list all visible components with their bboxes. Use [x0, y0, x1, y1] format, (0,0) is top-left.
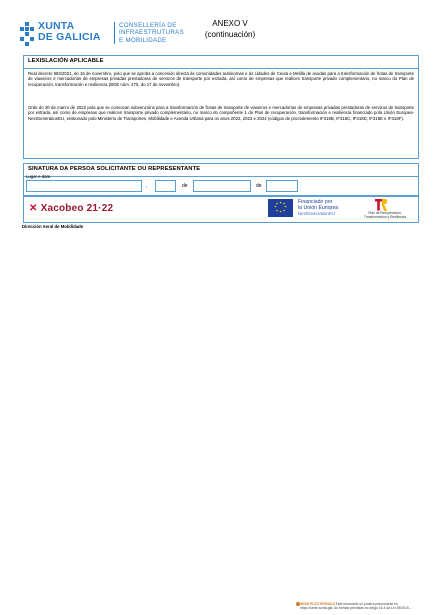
footer-note-text: Este formulario só poderá presentarse en https://sede.xunta.gal. As formas previstas no artigo 16.4 da Lei 39/2015...: [300, 602, 412, 611]
xunta-logo-text: [38, 21, 110, 43]
logo-line1: XUNTA: [38, 20, 75, 32]
dept-line2: INFRAESTRUTURAS: [119, 29, 185, 37]
logo-line2: DE GALICIA: [38, 31, 101, 43]
xacobeo-text: Xacobeo 21·22: [40, 203, 114, 214]
legislation-paragraph-1: Real decreto 983/2021, do 16 de novembro, polo que se aproba a concesión directa ás comunidades autónomas e ás cidades de Ceuta e Melilla de axudas para a transformación de frotas de transporte de viaxeiros e mercadorías de empresas privadas prestadoras de servizos de transporte por estrada, así como de empresas que realicen transporte privado complementario, no marco do Plan de recuperación, transformación e resiliencia (BOE núm. 275, do 17 de novembro).: [28, 71, 414, 87]
prtr-text: [362, 212, 408, 220]
eu-line3: NextGenerationEU: [298, 211, 335, 216]
annex-heading: [195, 19, 265, 40]
eu-flag-icon: [268, 199, 293, 217]
signature-title: SINATURA DA PERSOA SOLICITANTE OU REPRESENTANTE: [28, 166, 201, 172]
legislation-paragraph-2: Orde do 30 de marzo de 2022 pola que se convocan subvencións para a transformación de frotas de transporte de viaxeiros e mercadorías de empresas privadas prestadoras de servizos de transporte por estrada, así como de empresas que realicen transporte privado complementario, no marco do compoñente 1 do Plan de recuperación, transformación e resiliencia financiado pola Unión Europea-NextGenerationEU, xestionado polo Ministerio de Transportes, Mobilidade e Axenda Urbana para os anos 2022, 2023 e 2024 (códigos de procedemento IF318B, IF318C, IF318D, IF318E e IF318F).: [28, 105, 414, 121]
year-field[interactable]: [266, 180, 298, 192]
xunta-emblem-icon: [20, 22, 34, 46]
sede-label: SEDE ELECTRÓNICA: [300, 602, 335, 606]
prtr-line1: Plan de Recuperación,: [368, 211, 402, 215]
legislation-header: [24, 56, 418, 69]
department-name: [114, 22, 199, 44]
annex-title: ANEXO V: [212, 19, 248, 28]
prtr-logo-icon: [375, 199, 387, 211]
xacobeo-logo: [29, 203, 113, 214]
de-separator-2: de: [256, 183, 262, 189]
eu-line2: la Unión Europea: [298, 205, 339, 211]
legislation-title: LEXISLACIÓN APLICABLE: [28, 58, 104, 64]
eu-funding-text: [298, 199, 358, 217]
prtr-line2: Transformación y Resiliencia: [363, 214, 407, 219]
place-field[interactable]: [26, 180, 142, 192]
footer-note: [300, 602, 430, 610]
comma-separator: ,: [146, 183, 148, 189]
dept-line3: E MOBILIDADE: [119, 36, 167, 44]
annex-subtitle: (continuación): [204, 29, 256, 39]
eu-line1: Financiado por: [298, 199, 333, 205]
xacobeo-x-icon: ✕: [29, 203, 38, 214]
month-field[interactable]: [193, 180, 251, 192]
issuing-directorate: Dirección Xeral de Mobilidade: [22, 224, 84, 229]
legislation-section: [23, 55, 419, 159]
day-field[interactable]: [155, 180, 176, 192]
place-date-label: Lugar e data: [26, 174, 51, 179]
dept-line1: CONSELLERÍA DE: [119, 22, 177, 29]
de-separator-1: de: [182, 183, 188, 189]
